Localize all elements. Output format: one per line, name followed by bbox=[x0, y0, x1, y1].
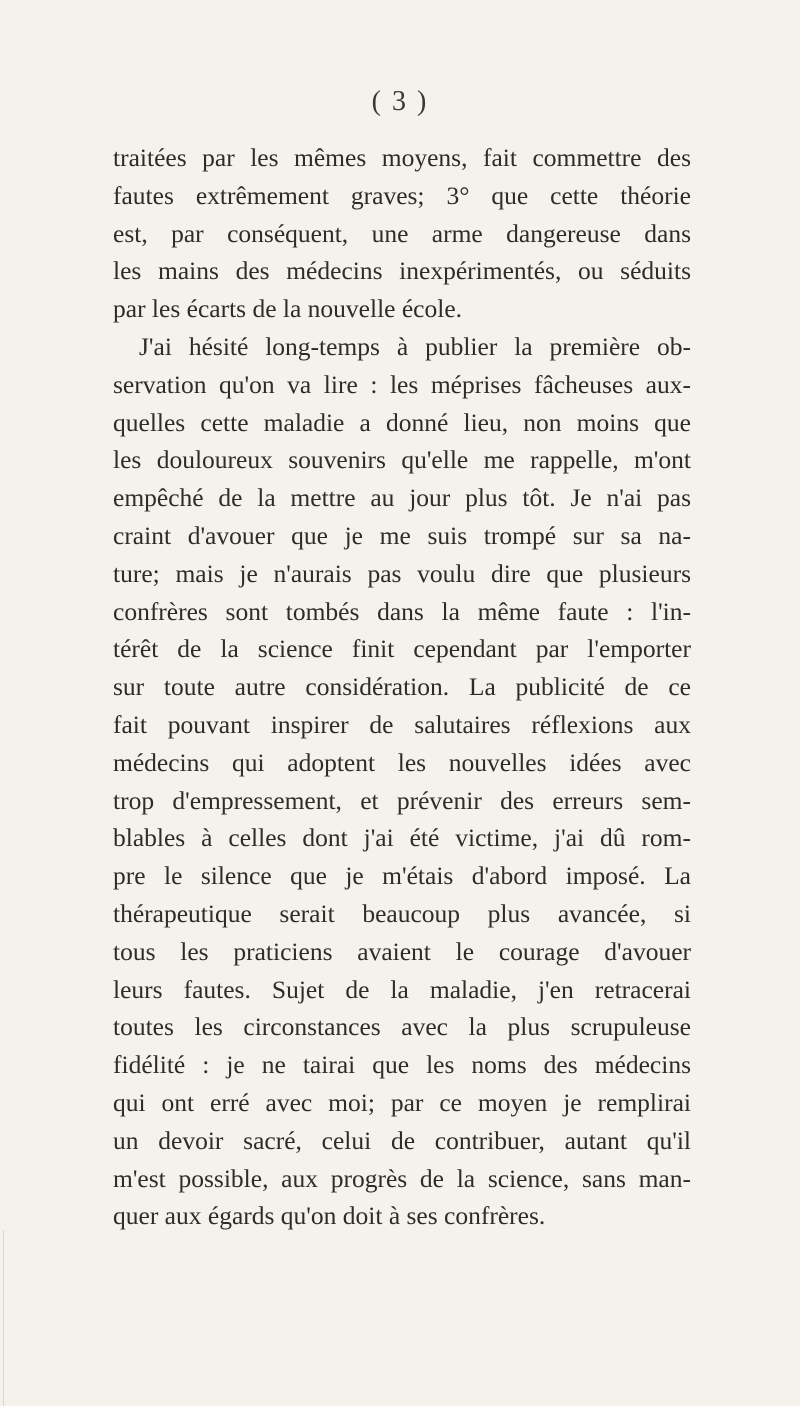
page-number: ( 3 ) bbox=[371, 86, 429, 117]
text-line: craint d'avouer que je me suis trompé sur sa na- bbox=[113, 520, 691, 550]
text-line: qui ont erré avec moi; par ce moyen je remplirai bbox=[113, 1087, 691, 1117]
text-line: m'est possible, aux progrès de la science, sans man- bbox=[113, 1163, 691, 1193]
text-line: térêt de la science finit cependant par l'emporter bbox=[113, 634, 691, 664]
text-line: tous les praticiens avaient le courage d'avouer bbox=[113, 936, 691, 966]
text-line: blables à celles dont j'ai été victime, j'ai dû rom- bbox=[113, 823, 691, 853]
text-line: quer aux égards qu'on doit à ses confrères. bbox=[113, 1201, 546, 1231]
text-line: les mains des médecins inexpérimentés, ou séduits bbox=[113, 256, 691, 286]
text-line: est, par conséquent, une arme dangereuse dans bbox=[113, 218, 691, 248]
page-edge-shadow bbox=[3, 1230, 4, 1406]
text-line: trop d'empressement, et prévenir des erreurs sem- bbox=[113, 785, 691, 815]
text-line: empêché de la mettre au jour plus tôt. Je n'ai pas bbox=[113, 483, 691, 513]
text-line: ture; mais je n'aurais pas voulu dire que plusieurs bbox=[113, 558, 691, 588]
text-line: traitées par les mêmes moyens, fait commettre des bbox=[113, 143, 691, 172]
text-line: thérapeutique serait beaucoup plus avancée, si bbox=[113, 898, 691, 928]
text-line: servation qu'on va lire : les méprises fâcheuses aux- bbox=[113, 369, 691, 399]
text-line: pre le silence que je m'étais d'abord imposé. La bbox=[113, 861, 691, 891]
text-line: confrères sont tombés dans la même faute : l'in- bbox=[113, 596, 691, 626]
text-line: toutes les circonstances avec la plus scrupuleuse bbox=[113, 1012, 691, 1042]
text-line: médecins qui adoptent les nouvelles idées avec bbox=[113, 747, 691, 777]
text-line: fait pouvant inspirer de salutaires réflexions aux bbox=[113, 709, 691, 739]
text-line: fidélité : je ne tairai que les noms des médecins bbox=[113, 1050, 691, 1080]
text-line: les douloureux souvenirs qu'elle me rappelle, m'ont bbox=[113, 445, 691, 475]
text-line: fautes extrêmement graves; 3° que cette théorie bbox=[113, 180, 691, 210]
text-line: J'ai hésité long-temps à publier la première ob- bbox=[139, 331, 691, 361]
text-line: leurs fautes. Sujet de la maladie, j'en retracerai bbox=[113, 974, 691, 1004]
text-line: quelles cette maladie a donné lieu, non moins que bbox=[113, 407, 691, 437]
text-line: un devoir sacré, celui de contribuer, autant qu'il bbox=[113, 1125, 691, 1155]
text-line: sur toute autre considération. La publicité de ce bbox=[113, 672, 691, 702]
body-text bbox=[113, 139, 691, 1235]
text-line: par les écarts de la nouvelle école. bbox=[113, 294, 463, 324]
